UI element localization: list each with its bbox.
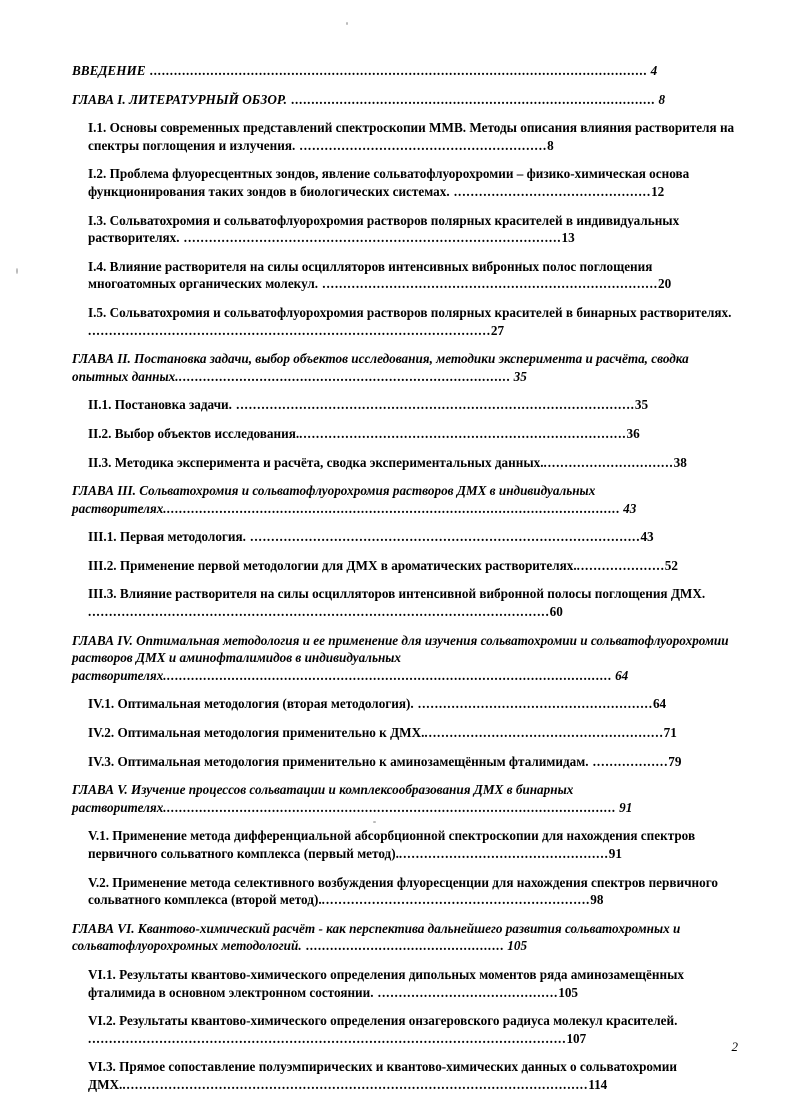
toc-section-entry[interactable] — [88, 724, 738, 742]
toc-section-entry[interactable] — [88, 557, 738, 575]
toc-entry-title: ГЛАВА III. Сольватохромия и сольватофлуорохромия растворов ДМХ в индивидуальных растворителях. — [72, 483, 596, 516]
toc-entry-page-number: 35 — [510, 368, 527, 384]
toc-entry-title: I.1. Основы современных представлений спектроскопии ММВ. Методы описания влияния растворителя на спектры поглощения и излучения. — [88, 120, 735, 153]
toc-entry-body — [72, 920, 738, 955]
toc-entry-body — [88, 425, 738, 443]
toc-entry-title: II.1. Постановка задачи. — [88, 397, 232, 413]
toc-dot-leader: .............................................................................................................. — [88, 604, 550, 620]
toc-dot-leader: ............................................................................................... — [231, 397, 635, 413]
toc-entry-body — [72, 62, 738, 80]
toc-section-entry[interactable] — [88, 212, 738, 247]
toc-entry-title: ГЛАВА IV. Оптимальная методология и ее применение для изучения сольватохромии и сольватофлуорохромии растворов ДМХ и аминофталимидов в индивидуальных растворителях. — [72, 632, 729, 683]
toc-entry-title: ГЛАВА VI. Квантово-химический расчёт - как перспектива дальнейшего развития сольватохромных и сольватофлуорохромных методологий. — [72, 920, 681, 954]
toc-entry-title: VI.1. Результаты квантово-химического определения дипольных моментов ряда аминозамещённых фталимида в основном электронном состоянии. — [88, 966, 684, 1000]
toc-entry-page-number: 52 — [664, 557, 678, 573]
toc-dot-leader: ............................................................................................................... — [122, 1076, 589, 1092]
toc-section-entry[interactable] — [88, 528, 738, 546]
toc-entry-title: ВВЕДЕНИЕ — [72, 63, 146, 78]
toc-entry-page-number: 114 — [588, 1076, 608, 1092]
toc-entry-page-number: 91 — [615, 799, 633, 815]
toc-entry-title: III.1. Первая методология. — [88, 529, 246, 545]
toc-entry-page-number: 36 — [626, 425, 640, 441]
toc-entry-body — [72, 781, 738, 816]
toc-entry-page-number: 79 — [668, 753, 682, 769]
toc-section-entry[interactable] — [88, 1012, 738, 1047]
toc-dot-leader: .............................................................................................................. — [166, 667, 612, 683]
toc-dot-leader: ................................................................................ — [318, 276, 658, 292]
toc-dot-leader: ............................................................................................................... — [166, 799, 616, 815]
toc-section-entry[interactable] — [88, 585, 738, 620]
toc-dot-leader: .............................................................................. — [299, 425, 627, 441]
toc-entry-page-number: 38 — [673, 454, 687, 470]
toc-entry-page-number: 27 — [490, 322, 505, 338]
toc-entry-page-number: 4 — [647, 63, 658, 78]
toc-chapter-entry[interactable] — [72, 781, 738, 816]
toc-dot-leader: ..................... — [576, 557, 665, 573]
toc-entry-body — [88, 557, 738, 575]
toc-entry-body — [88, 119, 738, 154]
toc-section-entry[interactable] — [88, 396, 738, 414]
toc-dot-leader: .................................................................................. — [178, 368, 511, 384]
toc-dot-leader: ........................................... — [373, 984, 559, 1000]
toc-section-entry[interactable] — [88, 425, 738, 443]
toc-entry-title: I.2. Проблема флуоресцентных зондов, явление сольватофлуорохромии – физико-химическая основа функционирования таких зондов в биологических системах. — [88, 166, 690, 199]
toc-entry-title: I.5. Сольватохромия и сольватофлуорохромия растворов полярных красителей в бинарных растворителях. — [88, 304, 732, 320]
toc-entry-page-number: 20 — [658, 276, 672, 292]
table-of-contents — [72, 62, 738, 1093]
toc-entry-page-number: 64 — [611, 667, 629, 683]
toc-entry-body — [88, 874, 738, 909]
toc-section-entry[interactable] — [88, 258, 738, 293]
page-folio: 2 — [731, 1039, 738, 1054]
toc-entry-page-number: 8 — [655, 91, 666, 107]
toc-dot-leader: ................................................................................................................ — [166, 500, 620, 516]
toc-section-entry[interactable] — [88, 1058, 738, 1093]
toc-section-entry[interactable] — [88, 695, 738, 713]
toc-dot-leader: .......................................................................................... — [286, 91, 656, 107]
toc-dot-leader: .................. — [588, 753, 669, 769]
toc-section-entry[interactable] — [88, 454, 738, 472]
toc-section-entry[interactable] — [88, 753, 738, 771]
toc-entry-body — [88, 585, 738, 620]
toc-entry-page-number: 43 — [640, 529, 654, 545]
toc-entry-page-number: 35 — [634, 397, 649, 413]
toc-entry-title: III.2. Применение первой методологии для ДМХ в ароматических растворителях. — [88, 557, 577, 573]
toc-dot-leader: ........................................................................................................................... — [145, 63, 648, 78]
toc-entry-title: ГЛАВА I. ЛИТЕРАТУРНЫЙ ОБЗОР. — [72, 91, 287, 107]
toc-entry-body — [72, 91, 738, 109]
toc-section-entry[interactable] — [88, 119, 738, 154]
toc-dot-leader: ............................................................................................. — [245, 529, 641, 545]
toc-entry-page-number: 107 — [566, 1030, 587, 1046]
toc-dot-leader: .......................................................................................... — [179, 230, 562, 246]
toc-dot-leader: ............................................... — [449, 183, 652, 199]
toc-section-entry[interactable] — [88, 874, 738, 909]
toc-entry-title: V.2. Применение метода селективного возбуждения флуоресценции для нахождения спектров первичного сольватного комплекса (второй метод). — [88, 874, 718, 908]
toc-entry-page-number: 60 — [549, 604, 563, 620]
toc-dot-leader: ............................... — [543, 454, 674, 470]
toc-entry-page-number: 105 — [558, 984, 579, 1000]
toc-chapter-entry[interactable] — [72, 920, 738, 955]
toc-entry-title: ГЛАВА V. Изучение процессов сольватации и комплексообразования ДМХ в бинарных растворителях. — [72, 782, 574, 815]
toc-section-entry[interactable] — [88, 165, 738, 200]
toc-dot-leader: .................................................. — [398, 846, 609, 861]
toc-entry-title: I.4. Влияние растворителя на силы осцилляторов интенсивных вибронных полос поглощения многоатомных органических молекул. — [88, 258, 653, 292]
toc-entry-body — [88, 724, 738, 742]
toc-dot-leader: ........................................................... — [295, 137, 548, 153]
toc-entry-page-number: 64 — [652, 696, 667, 712]
toc-entry-title: IV.1. Оптимальная методология (вторая методология). — [88, 696, 414, 712]
toc-entry-body — [72, 632, 738, 685]
toc-entry-page-number: 105 — [503, 938, 528, 954]
toc-chapter-entry[interactable] — [72, 62, 738, 80]
toc-entry-body — [88, 258, 738, 293]
toc-entry-title: V.1. Применение метода дифференциальной абсорбционной спектроскопии для нахождения спектров первичного сольватного комплекса (первый метод). — [88, 828, 696, 861]
scan-speck — [16, 268, 18, 274]
scan-speck — [346, 22, 348, 25]
toc-entry-body — [88, 695, 738, 713]
toc-entry-body — [88, 1058, 738, 1093]
toc-dot-leader: ................................................. — [301, 938, 504, 954]
toc-entry-title: II.3. Методика эксперимента и расчёта, сводка экспериментальных данных. — [88, 454, 544, 470]
toc-section-entry[interactable] — [88, 966, 738, 1001]
toc-entry-body — [88, 827, 738, 862]
toc-entry-page-number: 8 — [547, 137, 554, 153]
toc-entry-page-number: 98 — [590, 892, 604, 908]
toc-dot-leader: ................................................................ — [321, 892, 591, 908]
toc-entry-title: IV.3. Оптимальная методология применительно к аминозамещённым фталимидам. — [88, 753, 589, 769]
toc-entry-title: I.3. Сольватохромия и сольватофлуорохромия растворов полярных красителей в индивидуальных растворителях. — [88, 212, 680, 246]
toc-entry-body — [88, 1012, 738, 1047]
toc-entry-title: II.2. Выбор объектов исследования. — [88, 425, 300, 441]
toc-entry-page-number: 12 — [651, 183, 665, 199]
toc-entry-title: III.3. Влияние растворителя на силы осцилляторов интенсивной вибронной полосы поглощения ДМХ. — [88, 586, 706, 602]
toc-section-entry[interactable] — [88, 304, 738, 339]
toc-entry-page-number: 13 — [561, 230, 575, 246]
toc-entry-body — [88, 396, 738, 414]
toc-entry-body — [72, 482, 738, 517]
toc-entry-body — [72, 350, 738, 385]
toc-entry-body — [88, 966, 738, 1001]
toc-entry-body — [88, 528, 738, 546]
toc-entry-page-number: 43 — [619, 500, 637, 516]
toc-chapter-entry[interactable] — [72, 632, 738, 685]
toc-section-entry[interactable] — [88, 827, 738, 862]
toc-entry-page-number: 71 — [663, 725, 677, 741]
toc-dot-leader: ................................................................................................ — [88, 322, 491, 338]
toc-entry-title: VI.3. Прямое сопоставление полуэмпирических и квантово-химических данных о сольватохромии ДМХ. — [88, 1059, 677, 1092]
toc-dot-leader: ......................................................... — [424, 725, 664, 741]
toc-entry-title: ГЛАВА II. Постановка задачи, выбор объектов исследования, методики эксперимента и расчёта, сводка опытных данных. — [72, 351, 689, 384]
toc-entry-body — [88, 165, 738, 200]
toc-dot-leader: .................................................................................................................. — [88, 1030, 567, 1046]
toc-chapter-entry[interactable] — [72, 91, 738, 109]
toc-chapter-entry[interactable] — [72, 482, 738, 517]
toc-entry-title: VI.2. Результаты квантово-химического определения онзагеровского радиуса молекул красителей. — [88, 1013, 678, 1029]
toc-dot-leader: ........................................................ — [413, 696, 653, 712]
toc-chapter-entry[interactable] — [72, 350, 738, 385]
toc-entry-body — [88, 212, 738, 247]
toc-entry-body — [88, 304, 738, 339]
toc-entry-page-number: 91 — [608, 846, 622, 861]
toc-entry-title: IV.2. Оптимальная методология применительно к ДМХ. — [88, 725, 425, 741]
toc-entry-body — [88, 753, 738, 771]
toc-entry-body — [88, 454, 738, 472]
